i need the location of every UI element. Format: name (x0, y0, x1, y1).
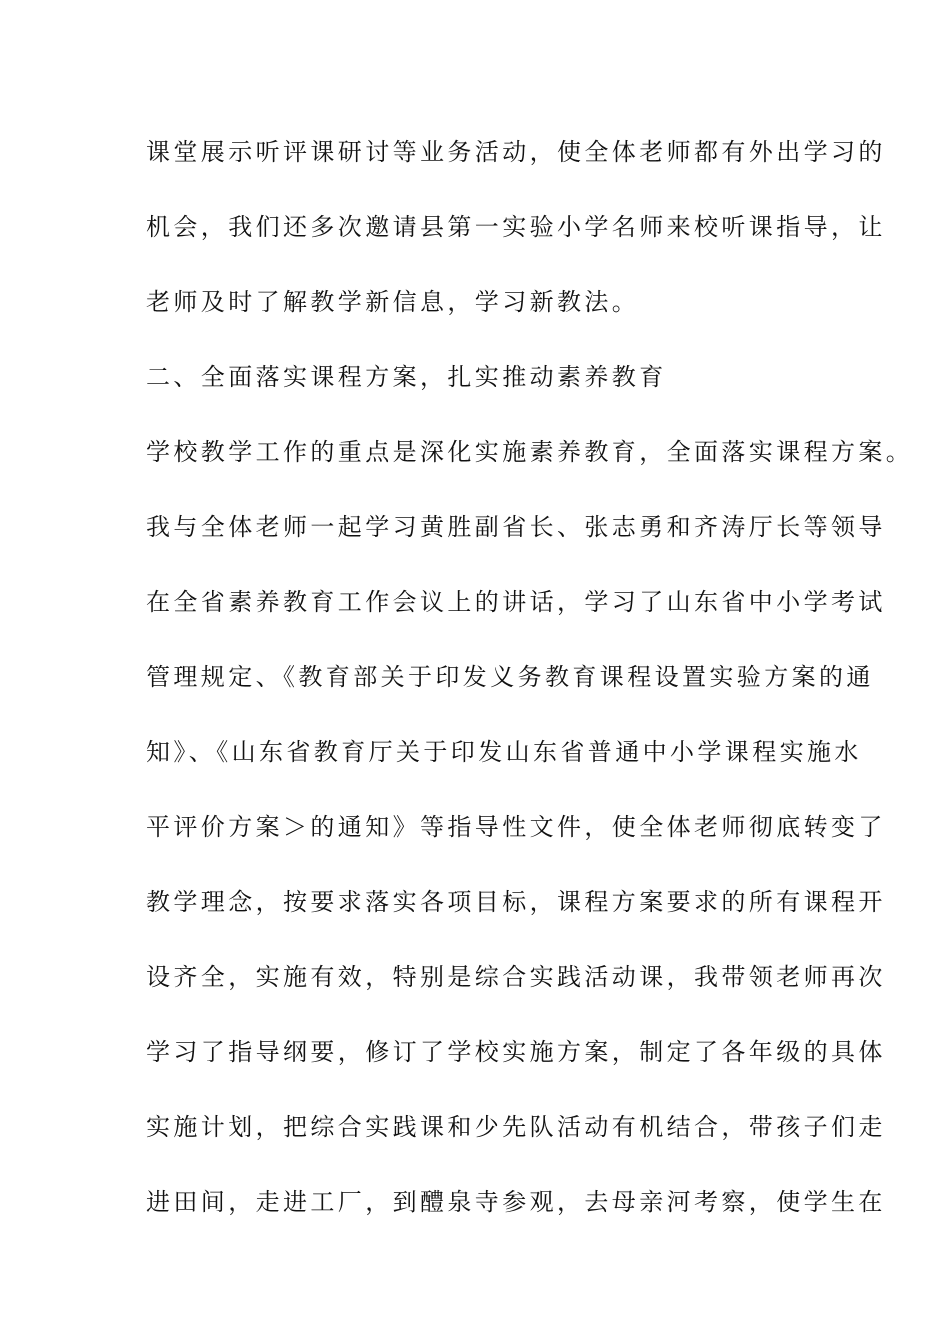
paragraph-line: 知》、《山东省教育厅关于印发山东省普通中小学课程实施水 (146, 738, 862, 766)
paragraph-line: 学习了指导纲要，修订了学校实施方案，制定了各年级的具体 (146, 1038, 886, 1066)
paragraph-line: 老师及时了解教学新信息，学习新教法。 (146, 288, 640, 316)
paragraph-line: 机会，我们还多次邀请县第一实验小学名师来校听课指导，让 (146, 213, 886, 241)
paragraph-line: 管理规定、《教育部关于印发义务教育课程设置实验方案的通 (146, 663, 874, 691)
paragraph-line: 我与全体老师一起学习黄胜副省长、张志勇和齐涛厅长等领导 (146, 513, 886, 541)
paragraph-line: 在全省素养教育工作会议上的讲话，学习了山东省中小学考试 (146, 588, 886, 616)
paragraph-line: 进田间，走进工厂，到醴泉寺参观，去母亲河考察，使学生在 (146, 1188, 886, 1216)
paragraph-line: 平评价方案＞的通知》等指导性文件，使全体老师彻底转变了 (146, 813, 886, 841)
paragraph-line: 实施计划，把综合实践课和少先队活动有机结合，带孩子们走 (146, 1113, 886, 1141)
paragraph-line: 设齐全，实施有效，特别是综合实践活动课，我带领老师再次 (146, 963, 886, 991)
paragraph-line: 学校教学工作的重点是深化实施素养教育，全面落实课程方案。 (146, 438, 914, 466)
section-heading: 二、全面落实课程方案，扎实推动素养教育 (146, 363, 667, 391)
paragraph-line: 课堂展示听评课研讨等业务活动，使全体老师都有外出学习的 (146, 138, 886, 166)
paragraph-line: 教学理念，按要求落实各项目标，课程方案要求的所有课程开 (146, 888, 886, 916)
